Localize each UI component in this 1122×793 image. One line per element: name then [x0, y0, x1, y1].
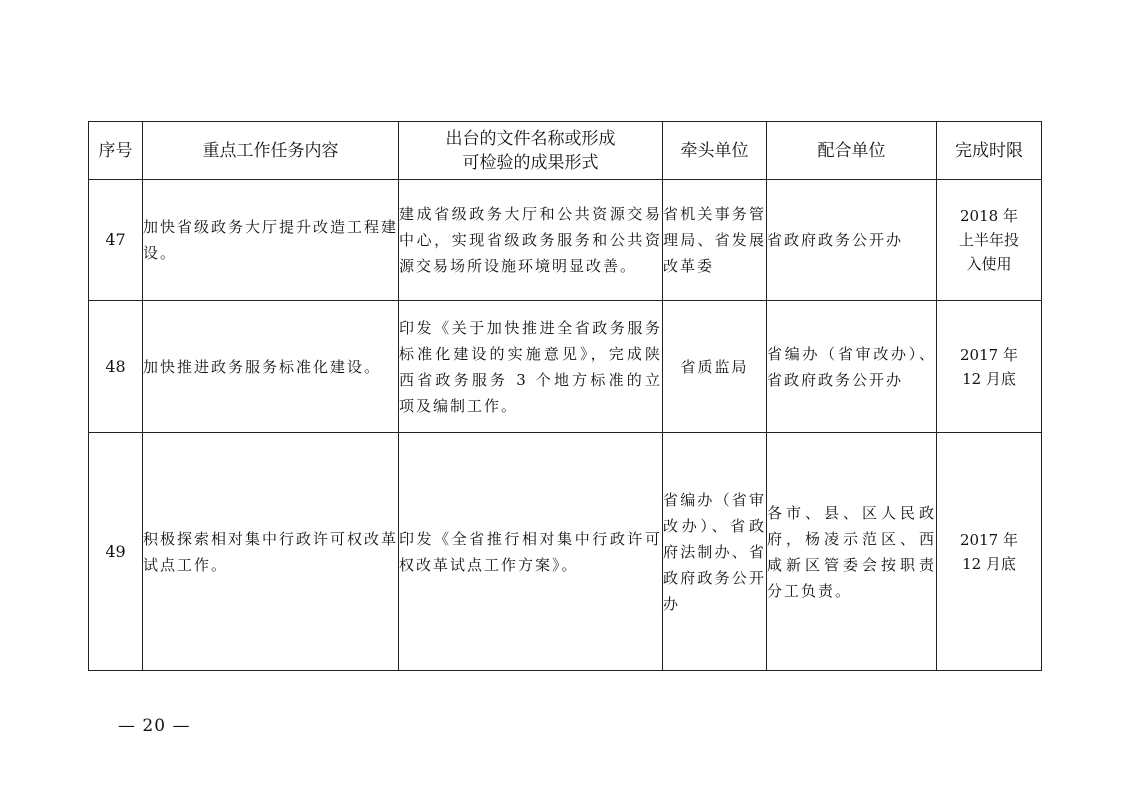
deadline-line2: 上半年投: [958, 231, 1019, 249]
row-output: 印发《关于加快推进全省政务服务标准化建设的实施意见》，完成陕西省政务服务 3 个地方标准的立项及编制工作。: [399, 301, 663, 433]
header-seq: 序号: [89, 122, 143, 180]
page-number: — 20 —: [118, 716, 191, 736]
row-output: 建成省级政务大厅和公共资源交易中心，实现省级政务服务和公共资源交易场所设施环境明显改善。: [399, 180, 663, 301]
deadline-line3: 入使用: [966, 255, 1012, 273]
header-output: [399, 122, 663, 180]
deadline-line2: 12 月底: [962, 369, 1016, 388]
row-cooperate: 省政府政务公开办: [767, 180, 937, 301]
row-lead: 省机关事务管理局、省发展改革委: [663, 180, 767, 301]
header-lead: 牵头单位: [663, 122, 767, 180]
deadline-line1: 2018 年: [960, 207, 1018, 225]
header-output-line2: 可检验的成果形式: [462, 152, 599, 173]
row-output: 印发《全省推行相对集中行政许可权改革试点工作方案》。: [399, 433, 663, 671]
header-deadline: 完成时限: [937, 122, 1042, 180]
row-task: 加快省级政务大厅提升改造工程建设。: [143, 180, 399, 301]
row-seq: 48: [89, 301, 143, 433]
header-output-line1: 出台的文件名称或形成: [445, 128, 616, 149]
row-lead: 省质监局: [663, 301, 767, 433]
work-task-table: [88, 121, 1042, 671]
row-cooperate: 各市、县、区人民政府，杨凌示范区、西咸新区管委会按职责分工负责。: [767, 433, 937, 671]
row-seq: 47: [89, 180, 143, 301]
table-row: [89, 301, 1042, 433]
table-row: [89, 433, 1042, 671]
header-cooperate: 配合单位: [767, 122, 937, 180]
deadline-line1: 2017 年: [960, 530, 1018, 549]
deadline-line2: 12 月底: [962, 554, 1016, 573]
table-header-row: [89, 122, 1042, 180]
row-deadline: [937, 301, 1042, 433]
row-lead: 省编办（省审改办）、省政府法制办、省政府政务公开办: [663, 433, 767, 671]
row-task: 加快推进政务服务标准化建设。: [143, 301, 399, 433]
deadline-line1: 2017 年: [960, 345, 1018, 364]
row-deadline: [937, 180, 1042, 301]
header-task: 重点工作任务内容: [143, 122, 399, 180]
row-deadline: [937, 433, 1042, 671]
row-cooperate: 省编办（省审改办）、省政府政务公开办: [767, 301, 937, 433]
table-row: [89, 180, 1042, 301]
row-task: 积极探索相对集中行政许可权改革试点工作。: [143, 433, 399, 671]
row-seq: 49: [89, 433, 143, 671]
